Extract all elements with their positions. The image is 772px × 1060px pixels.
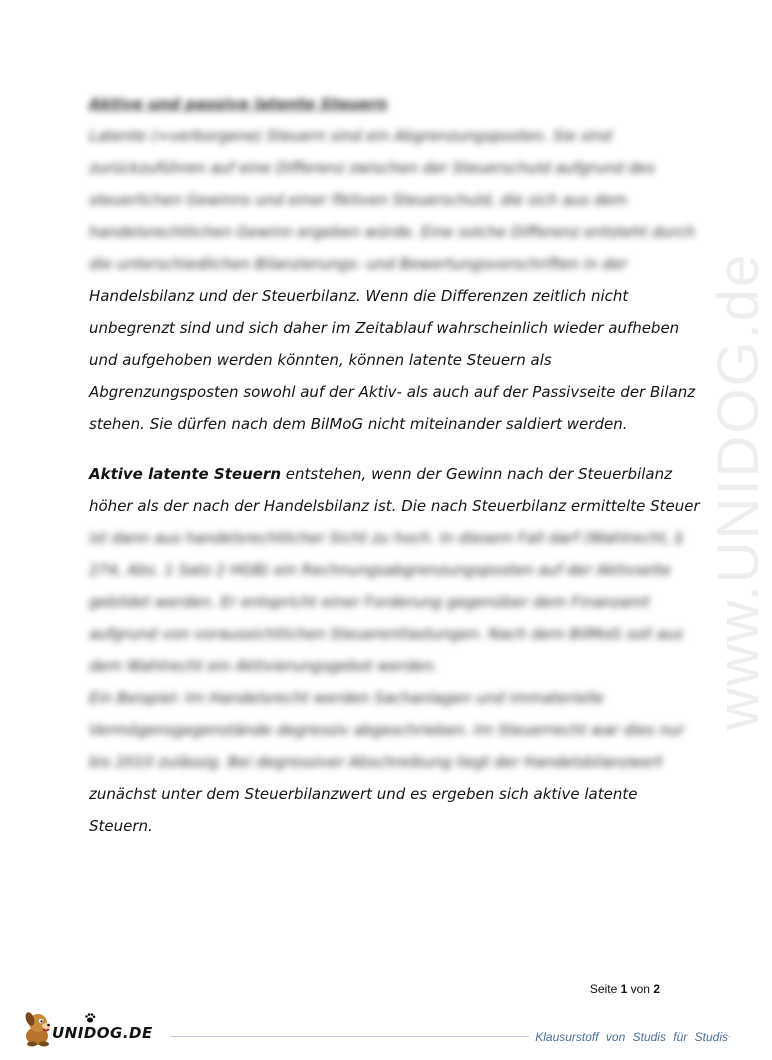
text-line: bis 2010 zulässig. Bei degressiver Abschreibung liegt der Handelsbilanzwert (89, 753, 663, 771)
text-line: Latente (=verborgene) Steuern sind ein Abgrenzungsposten. Sie sind (89, 127, 612, 145)
text-line: steuerlichen Gewinns und einer fiktiven Steuerschuld, die sich aus dem (89, 191, 628, 209)
unidog-logo[interactable] (22, 1010, 162, 1050)
heading: Aktive und passive latente Steuern (89, 95, 388, 113)
watermark: www.UNIDOG.de (706, 252, 771, 730)
text-line: und aufgehoben werden könnten, können latente Steuern als (89, 351, 552, 369)
text-line: handelsrechtlichen Gewinn ergeben würde. Eine solche Differenz entsteht durch (89, 223, 696, 241)
text-line: 274, Abs. 1 Satz 2 HGB) ein Rechnungsabgrenzungsposten auf der Aktivseite (89, 561, 671, 579)
text-line: die unterschiedlichen Bilanzierungs- und Bewertungsvorschriften in der (89, 255, 628, 273)
page-number-total: 2 (653, 982, 660, 996)
text-line: Steuern. (89, 817, 153, 835)
text-line: stehen. Sie dürfen nach dem BilMoG nicht miteinander saldiert werden. (89, 415, 628, 433)
text-line (89, 458, 672, 490)
term-highlight: Aktive latente Steuern (89, 465, 281, 483)
logo-text: UNIDOG.DE (52, 1024, 153, 1042)
text-line: Ein Beispiel: Im Handelsrecht werden Sachanlagen und immaterielle (89, 689, 605, 707)
paragraph-gap (89, 440, 669, 458)
text-line: Handelsbilanz und der Steuerbilanz. Wenn die Differenzen zeitlich nicht (89, 287, 629, 305)
page-number-current: 1 (620, 982, 628, 996)
text-line: höher als der nach der Handelsbilanz ist. Die nach Steuerbilanz ermittelte Steuer (89, 497, 700, 515)
text-line: Abgrenzungsposten sowohl auf der Aktiv- als auch auf der Passivseite der Bilanz (89, 383, 696, 401)
text-line: unbegrenzt sind und sich daher im Zeitablauf wahrscheinlich wieder aufheben (89, 319, 680, 337)
text-line: dem Wahlrecht ein Aktivierungsgebot werden. (89, 657, 439, 675)
footer-tagline: Klausurstoff von Studis für Studis (529, 1030, 728, 1044)
document-body (89, 88, 700, 842)
page-number-prefix: Seite (589, 982, 621, 996)
text-segment: entstehen, wenn der Gewinn nach der Steuerbilanz (281, 465, 672, 483)
text-line: zurückzuführen auf eine Differenz zwischen der Steuerschuld aufgrund des (89, 159, 655, 177)
text-line: Vermögensgegenstände degressiv abgeschrieben. Im Steuerrecht war dies nur (89, 721, 685, 739)
paw-icon (84, 1012, 96, 1024)
text-line: ist dann aus handelsrechtlicher Sicht zu hoch. In diesem Fall darf (Wahlrecht, § (89, 529, 683, 547)
dog-mascot-icon (22, 1010, 56, 1048)
page-number (560, 982, 660, 996)
text-line: zunächst unter dem Steuerbilanzwert und es ergeben sich aktive latente (89, 785, 638, 803)
text-line: aufgrund von voraussichtlichen Steuerentlastungen. Nach dem BilMoG soll aus (89, 625, 684, 643)
page-number-middle: von (627, 982, 654, 996)
text-line: gebildet werden. Er entspricht einer Forderung gegenüber dem Finanzamt (89, 593, 650, 611)
